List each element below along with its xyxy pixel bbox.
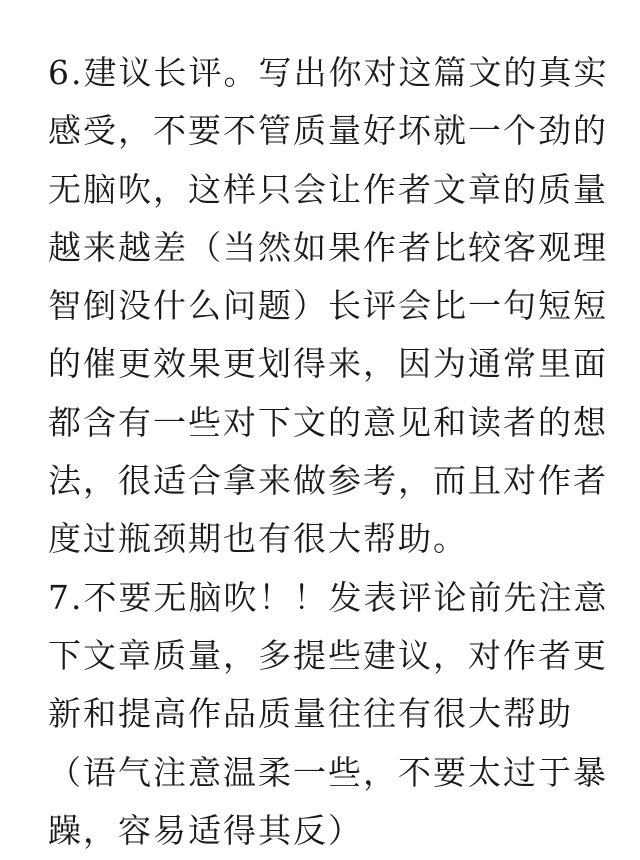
text-line: 无脑吹，这样只会让作者文章的质量 bbox=[48, 169, 608, 209]
text-line: 都含有一些对下文的意见和读者的想 bbox=[48, 402, 608, 442]
article-text bbox=[48, 44, 609, 850]
text-line: 的催更效果更划得来，因为通常里面 bbox=[48, 344, 608, 384]
text-line: 7.不要无脑吹！！发表评论前先注意 bbox=[48, 577, 609, 617]
text-line: 下文章质量，多提些建议，对作者更 bbox=[48, 635, 608, 675]
text-line: （语气注意温柔一些，不要太过于暴 bbox=[48, 752, 608, 792]
text-line: 法，很适合拿来做参考，而且对作者 bbox=[48, 461, 608, 501]
text-line: 度过瓶颈期也有很大帮助。 bbox=[48, 519, 468, 559]
text-line: 越来越差（当然如果作者比较客观理 bbox=[48, 227, 608, 267]
text-line: 感受，不要不管质量好坏就一个劲的 bbox=[48, 111, 608, 151]
text-line: 6.建议长评。写出你对这篇文的真实 bbox=[48, 53, 609, 92]
text-line: 智倒没什么问题）长评会比一句短短 bbox=[48, 286, 608, 326]
text-line-cut-off: 躁，容易适得其反） bbox=[48, 810, 363, 850]
text-line: 新和提高作品质量往往有很大帮助 bbox=[48, 694, 573, 734]
